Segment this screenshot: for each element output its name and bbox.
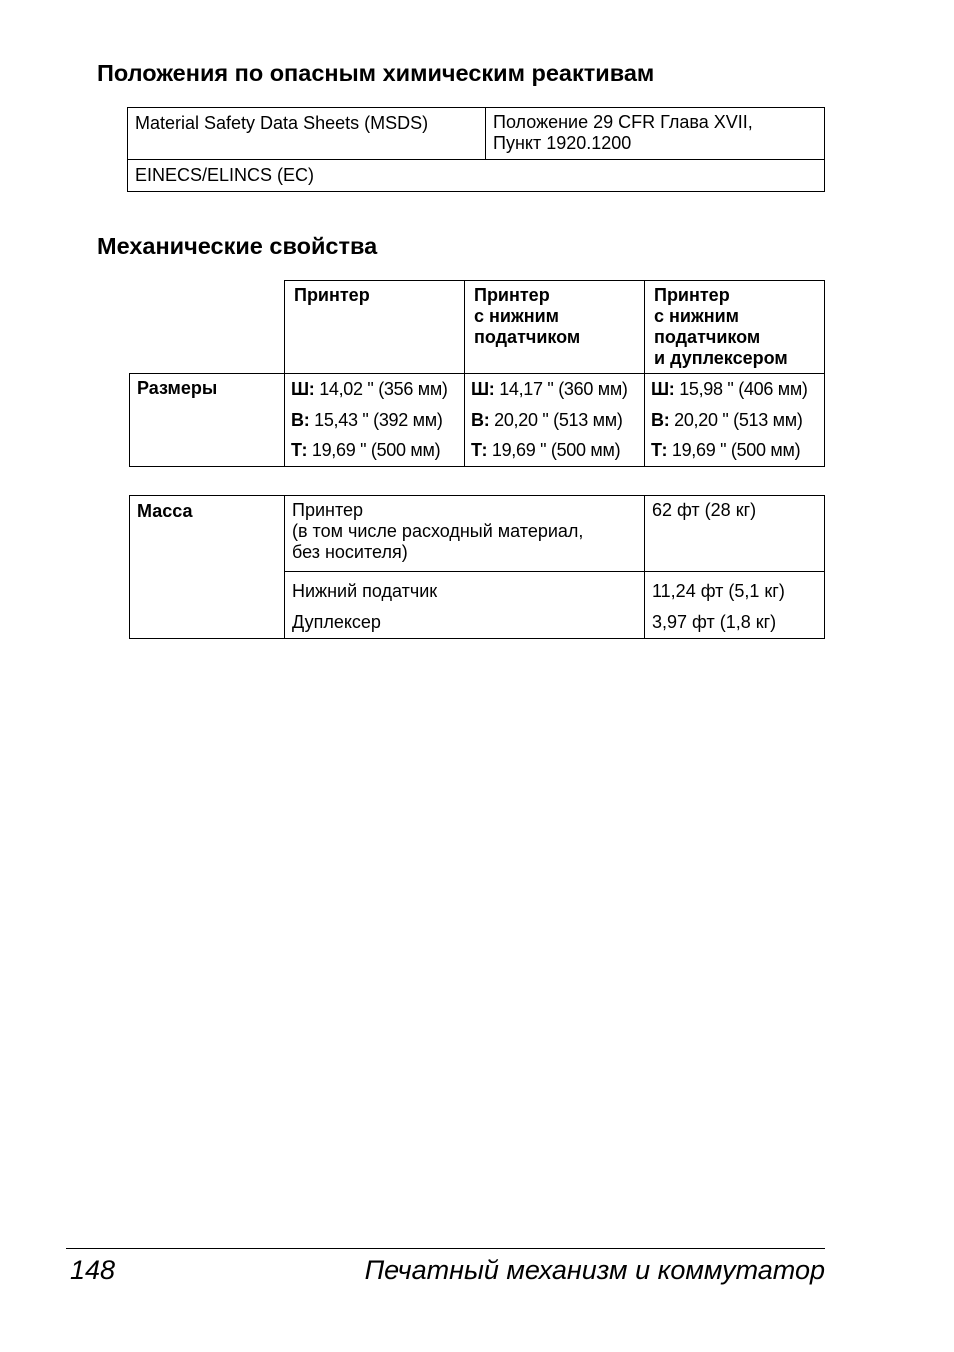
dimension-depth: Т: 19,69 " (500 мм) (471, 440, 621, 460)
footer-divider (66, 1248, 825, 1249)
mass-value-printer: 62 фт (28 кг) (645, 496, 825, 572)
mass-table (129, 495, 825, 639)
dimension-values-printer-feeder (465, 374, 645, 467)
column-header-printer-lower-feeder: Принтер с нижним податчиком (465, 281, 645, 374)
table-cell: Material Safety Data Sheets (MSDS) (128, 108, 486, 160)
table-row (128, 108, 825, 160)
column-header-printer-feeder-duplexer: Принтер с нижним податчиком и дуплексером (645, 281, 825, 374)
mass-item-lower-feeder: Нижний податчик (292, 581, 438, 601)
table-cell: Положение 29 CFR Глава XVII, Пункт 1920.1200 (486, 108, 825, 160)
mass-item-duplexer: Дуплексер (292, 612, 381, 632)
dimension-height: В: 20,20 " (513 мм) (471, 409, 623, 430)
dimension-values-printer-feeder-duplexer (645, 374, 825, 467)
table-header-row (130, 281, 825, 374)
row-label-mass: Масса (130, 496, 285, 639)
dimension-depth: Т: 19,69 " (500 мм) (291, 440, 441, 460)
table-row (130, 374, 825, 467)
mass-values-options (645, 572, 825, 639)
dimensions-table (129, 280, 825, 467)
mass-value-duplexer: 3,97 фт (1,8 кг) (652, 612, 777, 632)
dimension-height: В: 15,43 " (392 мм) (291, 409, 443, 430)
dimension-width: Ш: 14,17 " (360 мм) (471, 379, 628, 399)
mass-items-options (285, 572, 645, 639)
hazardous-regulations-table (127, 107, 825, 192)
column-header-printer: Принтер (285, 281, 465, 374)
table-cell: EINECS/ELINCS (EC) (128, 160, 825, 192)
mass-item-printer: Принтер (в том числе расходный материал, без носителя) (285, 496, 645, 572)
section-title-mechanical: Механические свойства (97, 233, 378, 259)
dimension-depth: Т: 19,69 " (500 мм) (651, 440, 801, 460)
section-title-hazardous: Положения по опасным химическим реактивам (97, 60, 655, 86)
table-row (130, 496, 825, 572)
page-number: 148 (70, 1255, 116, 1285)
dimension-height: В: 20,20 " (513 мм) (651, 409, 803, 430)
running-title: Печатный механизм и коммутатор (364, 1255, 825, 1285)
row-label-dimensions: Размеры (130, 374, 285, 467)
mass-value-lower-feeder: 11,24 фт (5,1 кг) (652, 581, 785, 601)
table-corner-cell (130, 281, 285, 374)
dimension-width: Ш: 15,98 " (406 мм) (651, 379, 808, 399)
dimension-values-printer (285, 374, 465, 467)
table-row (128, 160, 825, 192)
dimension-width: Ш: 14,02 " (356 мм) (291, 379, 448, 399)
